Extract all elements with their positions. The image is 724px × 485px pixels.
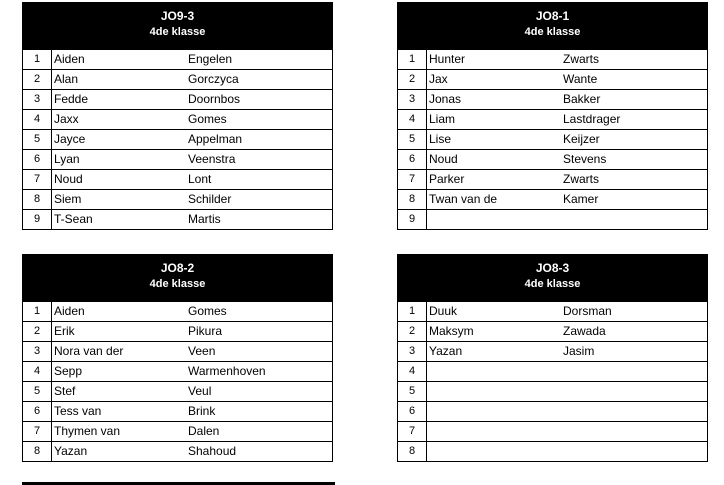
player-last-name: Appelman — [186, 130, 332, 150]
table-row — [398, 402, 707, 422]
player-last-name: Gomes — [188, 304, 227, 318]
row-number: 5 — [398, 130, 427, 150]
player-last-name: Shahoud — [186, 442, 332, 462]
row-number: 9 — [398, 210, 427, 230]
row-number: 9 — [23, 210, 52, 230]
table-row — [398, 342, 707, 362]
player-last-name: Doornbos — [186, 90, 332, 110]
player-first-name: Yazan — [427, 342, 562, 362]
row-number: 3 — [398, 90, 427, 110]
table-row — [398, 302, 707, 322]
team-table-jo8-3 — [397, 254, 708, 462]
team-name: JO8-1 — [535, 9, 570, 23]
row-number: 1 — [398, 50, 427, 70]
table-row — [23, 382, 332, 402]
table-row — [23, 70, 332, 90]
team-klasse: 4de klasse — [524, 278, 581, 290]
player-last-name — [561, 210, 707, 230]
player-last-name — [561, 422, 707, 442]
player-last-name — [561, 442, 707, 462]
team-name: JO8-3 — [535, 261, 570, 275]
team-table-jo9-3 — [22, 2, 333, 230]
player-first-name: Lise — [427, 130, 562, 150]
team-header — [398, 3, 707, 50]
table-row — [23, 90, 332, 110]
table-row — [23, 322, 332, 342]
player-first-name: Maksym — [427, 322, 562, 342]
row-number: 6 — [23, 402, 52, 422]
player-list — [23, 302, 332, 461]
player-last-name: Brink — [186, 402, 332, 422]
player-first-name: Sepp — [52, 362, 187, 382]
row-number: 1 — [398, 302, 427, 322]
table-row — [398, 90, 707, 110]
player-first-name: Lyan — [52, 150, 187, 170]
row-number: 5 — [23, 130, 52, 150]
team-header — [398, 255, 707, 302]
table-row — [23, 210, 332, 230]
row-number: 4 — [23, 110, 52, 130]
row-number: 7 — [398, 422, 427, 442]
player-last-name: Zawada — [561, 322, 707, 342]
table-row — [398, 210, 707, 230]
player-first-name: Aiden — [54, 52, 85, 66]
table-row — [398, 170, 707, 190]
table-row — [23, 422, 332, 442]
player-last-name: Veenstra — [186, 150, 332, 170]
player-first-name: Fedde — [52, 90, 187, 110]
table-row — [398, 322, 707, 342]
player-first-name: Thymen van — [52, 422, 187, 442]
row-number: 8 — [398, 442, 427, 462]
row-number: 5 — [23, 382, 52, 402]
player-last-name: Dalen — [186, 422, 332, 442]
player-list — [23, 50, 332, 229]
player-first-name — [427, 382, 562, 402]
table-row — [23, 130, 332, 150]
row-number: 3 — [398, 342, 427, 362]
player-last-name — [561, 362, 707, 382]
row-number: 7 — [398, 170, 427, 190]
player-first-name: Siem — [52, 190, 187, 210]
table-row — [398, 130, 707, 150]
player-first-name: Jayce — [52, 130, 187, 150]
player-first-name: Duuk — [429, 304, 458, 318]
table-row — [23, 302, 332, 322]
table-row — [398, 70, 707, 90]
row-number: 6 — [398, 150, 427, 170]
player-first-name: Aiden — [54, 304, 85, 318]
table-row — [23, 362, 332, 382]
player-first-name: Yazan — [52, 442, 187, 462]
row-number: 8 — [398, 190, 427, 210]
player-first-name — [427, 442, 562, 462]
table-row — [23, 150, 332, 170]
team-name: JO9-3 — [160, 9, 195, 23]
player-last-name: Stevens — [561, 150, 707, 170]
player-first-name — [427, 210, 562, 230]
player-first-name: Nora van der — [52, 342, 187, 362]
player-last-name: Veen — [186, 342, 332, 362]
table-row — [398, 190, 707, 210]
row-number: 4 — [398, 110, 427, 130]
player-last-name: Jasim — [561, 342, 707, 362]
player-last-name — [561, 402, 707, 422]
team-klasse: 4de klasse — [524, 26, 581, 38]
player-last-name: Zwarts — [561, 170, 707, 190]
player-first-name — [427, 362, 562, 382]
team-klasse: 4de klasse — [149, 278, 206, 290]
player-last-name: Lont — [186, 170, 332, 190]
row-number: 7 — [23, 170, 52, 190]
row-number: 4 — [398, 362, 427, 382]
row-number: 5 — [398, 382, 427, 402]
team-header — [23, 255, 332, 302]
team-name: JO8-2 — [160, 261, 195, 275]
table-row — [23, 442, 332, 462]
player-last-name: Keijzer — [561, 130, 707, 150]
player-last-name: Gorczyca — [186, 70, 332, 90]
table-row — [398, 422, 707, 442]
table-row — [23, 110, 332, 130]
row-number: 3 — [23, 342, 52, 362]
player-first-name: Noud — [427, 150, 562, 170]
player-last-name: Zwarts — [563, 52, 599, 66]
row-number: 2 — [23, 322, 52, 342]
player-last-name: Gomes — [186, 110, 332, 130]
player-first-name: Erik — [52, 322, 187, 342]
player-first-name: Stef — [52, 382, 187, 402]
player-list — [398, 50, 707, 229]
table-row — [398, 110, 707, 130]
row-number: 8 — [23, 442, 52, 462]
player-last-name: Lastdrager — [561, 110, 707, 130]
player-first-name: Hunter — [429, 52, 466, 66]
table-row — [23, 342, 332, 362]
team-table-jo8-1 — [397, 2, 708, 230]
player-first-name — [427, 422, 562, 442]
player-first-name — [427, 402, 562, 422]
table-row — [23, 170, 332, 190]
table-row — [398, 382, 707, 402]
table-row — [23, 50, 332, 70]
table-row — [23, 402, 332, 422]
player-last-name — [561, 382, 707, 402]
player-last-name: Veul — [186, 382, 332, 402]
player-first-name: Alan — [52, 70, 187, 90]
table-row — [398, 50, 707, 70]
team-header — [23, 3, 332, 50]
team-klasse: 4de klasse — [149, 26, 206, 38]
table-row — [398, 362, 707, 382]
table-row — [398, 442, 707, 462]
player-first-name: Liam — [427, 110, 562, 130]
player-last-name: Wante — [561, 70, 707, 90]
row-number: 1 — [23, 50, 52, 70]
player-last-name: Schilder — [186, 190, 332, 210]
row-number: 7 — [23, 422, 52, 442]
player-first-name: T-Sean — [52, 210, 187, 230]
player-last-name: Engelen — [188, 52, 233, 66]
row-number: 3 — [23, 90, 52, 110]
player-last-name: Kamer — [561, 190, 707, 210]
table-row — [23, 190, 332, 210]
row-number: 6 — [398, 402, 427, 422]
row-number: 4 — [23, 362, 52, 382]
row-number: 6 — [23, 150, 52, 170]
player-list — [398, 302, 707, 461]
player-last-name: Bakker — [561, 90, 707, 110]
player-last-name: Pikura — [186, 322, 332, 342]
player-last-name: Dorsman — [563, 304, 612, 318]
player-last-name: Warmenhoven — [186, 362, 332, 382]
team-table-jo8-2 — [22, 254, 333, 462]
row-number: 2 — [398, 70, 427, 90]
row-number: 8 — [23, 190, 52, 210]
row-number: 2 — [398, 322, 427, 342]
player-first-name: Jax — [427, 70, 562, 90]
player-first-name: Jaxx — [52, 110, 187, 130]
row-number: 1 — [23, 302, 52, 322]
player-first-name: Jonas — [427, 90, 562, 110]
player-first-name: Noud — [52, 170, 187, 190]
player-first-name: Twan van de — [427, 190, 562, 210]
player-last-name: Martis — [186, 210, 332, 230]
table-row — [398, 150, 707, 170]
row-number: 2 — [23, 70, 52, 90]
player-first-name: Tess van — [52, 402, 187, 422]
player-first-name: Parker — [427, 170, 562, 190]
